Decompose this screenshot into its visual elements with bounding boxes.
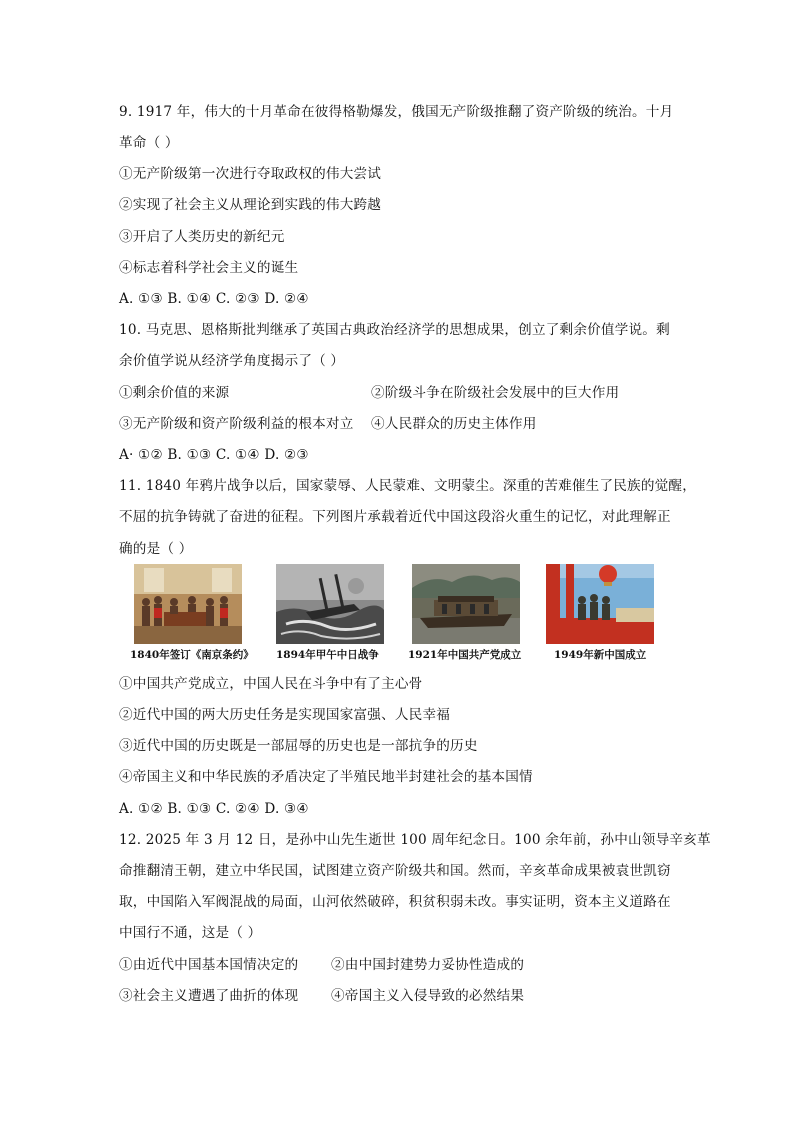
caption-1894: 1894年甲午中日战争 (276, 649, 379, 661)
q12-option-4: ④帝国主义入侵导致的必然结果 (331, 988, 525, 1004)
q11-option-3: ③近代中国的历史既是一部屈辱的历史也是一部抗争的历史 (119, 738, 478, 754)
q9-option-4: ④标志着科学社会主义的诞生 (119, 260, 299, 276)
q10-stem-line1: 10. 马克思、恩格斯批判继承了英国古典政治经济学的思想成果，创立了剩余价值学说。剩 (119, 322, 670, 338)
q11-answer-choices: A. ①② B. ①③ C. ②④ D. ③④ (119, 801, 309, 817)
naval-battle-picture (276, 564, 384, 661)
q11-stem-line2: 不屈的抗争铸就了奋进的征程。下列图片承载着近代中国这段浴火重生的记忆，对此理解正 (119, 509, 671, 525)
q9-option-1: ①无产阶级第一次进行夺取政权的伟大尝试 (119, 166, 382, 182)
red-boat-picture (408, 564, 522, 661)
q11-option-1: ①中国共产党成立，中国人民在斗争中有了主心骨 (119, 676, 423, 692)
treaty-signing-picture (130, 564, 254, 661)
q12-option-2: ②由中国封建势力妥协性造成的 (331, 957, 525, 973)
q9-option-3: ③开启了人类历史的新纪元 (119, 229, 285, 245)
q11-option-2: ②近代中国的两大历史任务是实现国家富强、人民幸福 (119, 707, 451, 723)
q10-answer-choices: A· ①② B. ①③ C. ①④ D. ②③ (119, 447, 309, 463)
q10-option-3: ③无产阶级和资产阶级利益的根本对立 (119, 416, 354, 432)
q9-stem-line1: 9. 1917 年，伟大的十月革命在彼得格勒爆发，俄国无产阶级推翻了资产阶级的统治。十月 (119, 104, 674, 120)
q12-stem-line1: 12. 2025 年 3 月 12 日，是孙中山先生逝世 100 周年纪念日。100 余年前，孙中山领导辛亥革 (119, 832, 711, 848)
caption-1840: 1840年签订《南京条约》 (130, 649, 254, 661)
caption-1949: 1949年新中国成立 (554, 649, 647, 661)
q10-stem-line2: 余价值学说从经济学角度揭示了（ ） (119, 353, 345, 369)
q12-option-row1 (119, 956, 679, 974)
q9-stem-line2: 革命（ ） (119, 135, 179, 151)
q10-option-row2 (119, 415, 679, 433)
q12-option-3: ③社会主义遭遇了曲折的体现 (119, 988, 299, 1004)
q9-option-2: ②实现了社会主义从理论到实践的伟大跨越 (119, 197, 382, 213)
q10-option-4: ④人民群众的历史主体作用 (371, 416, 537, 432)
q10-option-row1 (119, 384, 679, 402)
q11-picture-row (132, 564, 662, 664)
q9-answer-choices: A. ①③ B. ①④ C. ②③ D. ②④ (119, 291, 309, 307)
q12-stem-line4: 中国行不通，这是（ ） (119, 925, 262, 941)
q12-stem-line3: 取，中国陷入军阀混战的局面，山河依然破碎，积贫积弱未改。事实证明，资本主义道路在 (119, 894, 671, 910)
q11-stem-line1: 11. 1840 年鸦片战争以后，国家蒙辱、人民蒙难、文明蒙尘。深重的苦难催生了民族的觉醒， (119, 478, 697, 494)
founding-ceremony-picture (546, 564, 654, 661)
q10-option-2: ②阶级斗争在阶级社会发展中的巨大作用 (371, 385, 620, 401)
q10-option-1: ①剩余价值的来源 (119, 385, 230, 401)
q12-option-1: ①由近代中国基本国情决定的 (119, 957, 299, 973)
q12-stem-line2: 命推翻清王朝，建立中华民国，试图建立资产阶级共和国。然而，辛亥革命成果被袁世凯窃 (119, 863, 671, 879)
caption-1921: 1921年中国共产党成立 (408, 649, 522, 661)
q11-option-4: ④帝国主义和中华民族的矛盾决定了半殖民地半封建社会的基本国情 (119, 769, 533, 785)
q12-option-row2 (119, 987, 679, 1005)
q11-stem-line3: 确的是（ ） (119, 541, 193, 557)
